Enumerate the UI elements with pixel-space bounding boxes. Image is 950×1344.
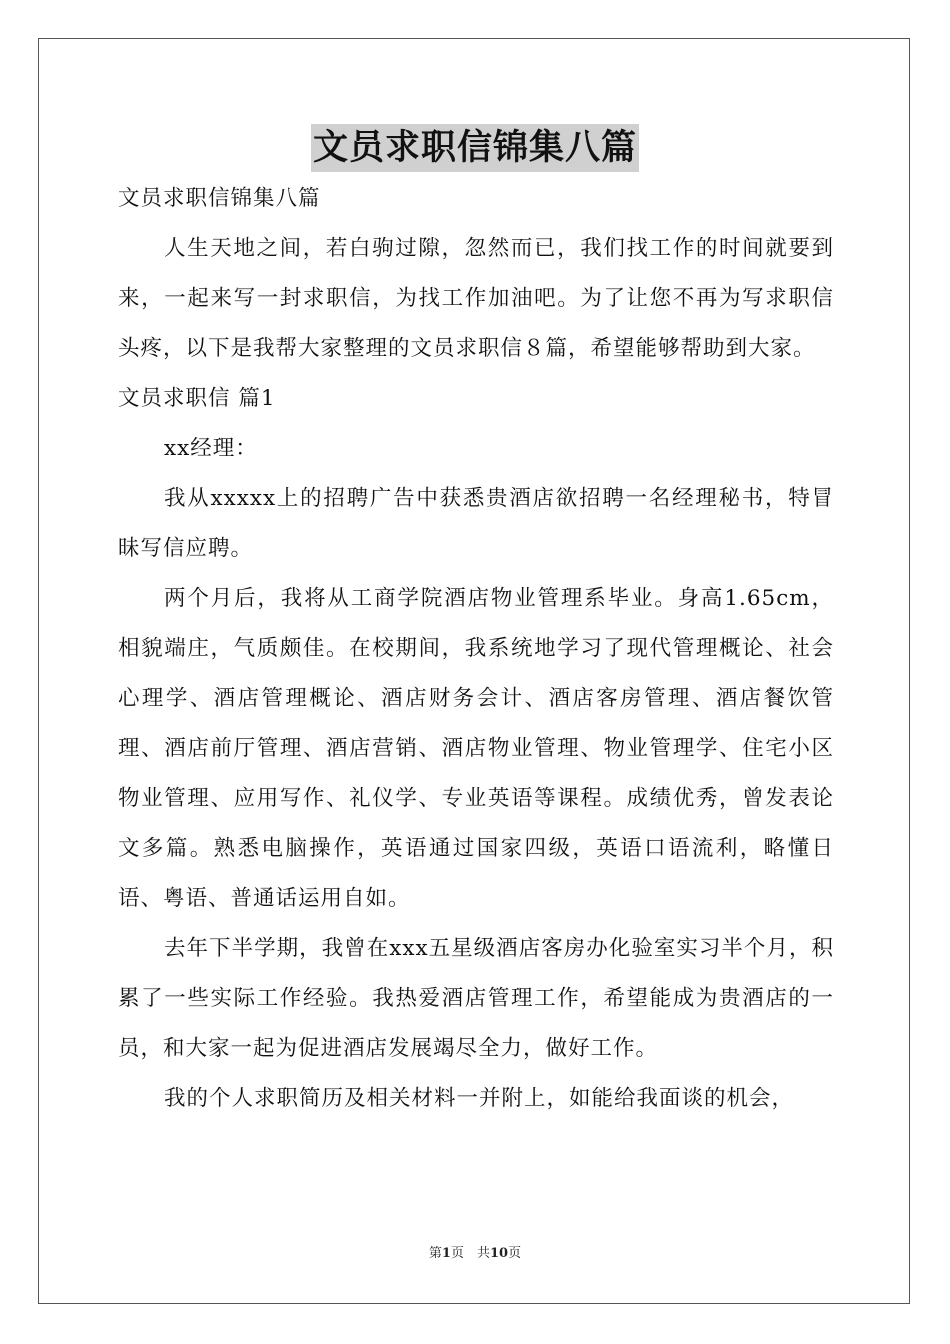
footer-page-total: 10	[489, 1246, 509, 1261]
footer-page-suffix: 页	[508, 1246, 522, 1261]
paragraph: 两个月后，我将从工商学院酒店物业管理系毕业。身高1.65cm，相貌端庄，气质颇佳。在校期间，我系统地学习了现代管理概论、社会心理学、酒店管理概论、酒店财务会计、酒店客房管理、酒店餐饮管理、酒店前厅管理、酒店营销、酒店物业管理、物业管理学、住宅小区物业管理、应用写作、礼仪学、专业英语等课程。成绩优秀，曾发表论文多篇。熟悉电脑操作，英语通过国家四级，英语口语流利，略懂日语、粤语、普通话运用自如。	[118, 586, 834, 911]
footer-page-prefix: 第	[428, 1246, 442, 1261]
paragraph: 我从xxxxx上的招聘广告中获悉贵酒店欲招聘一名经理秘书，特冒昧写信应聘。	[118, 486, 834, 561]
footer-page-mid: 页 共	[450, 1246, 490, 1261]
paragraph: 文员求职信 篇1	[118, 386, 276, 411]
footer-page-current: 1	[441, 1246, 451, 1261]
document-body	[118, 174, 834, 1124]
paragraph: 去年下半学期，我曾在xxx五星级酒店客房办化验室实习半个月，积累了一些实际工作经验。我热爱酒店管理工作，希望能成为贵酒店的一员，和大家一起为促进酒店发展竭尽全力，做好工作。	[118, 936, 834, 1061]
title-wrap	[0, 124, 950, 172]
page-footer	[0, 1246, 950, 1262]
paragraph: 我的个人求职简历及相关材料一并附上，如能给我面谈的机会，	[164, 1086, 795, 1111]
document-title: 文员求职信锦集八篇	[311, 124, 639, 172]
paragraph: xx经理：	[164, 436, 258, 461]
paragraph: 文员求职信锦集八篇	[118, 186, 321, 211]
paragraph: 人生天地之间，若白驹过隙，忽然而已，我们找工作的时间就要到来，一起来写一封求职信，为找工作加油吧。为了让您不再为写求职信头疼，以下是我帮大家整理的文员求职信８篇，希望能够帮助到大家。	[118, 236, 834, 361]
